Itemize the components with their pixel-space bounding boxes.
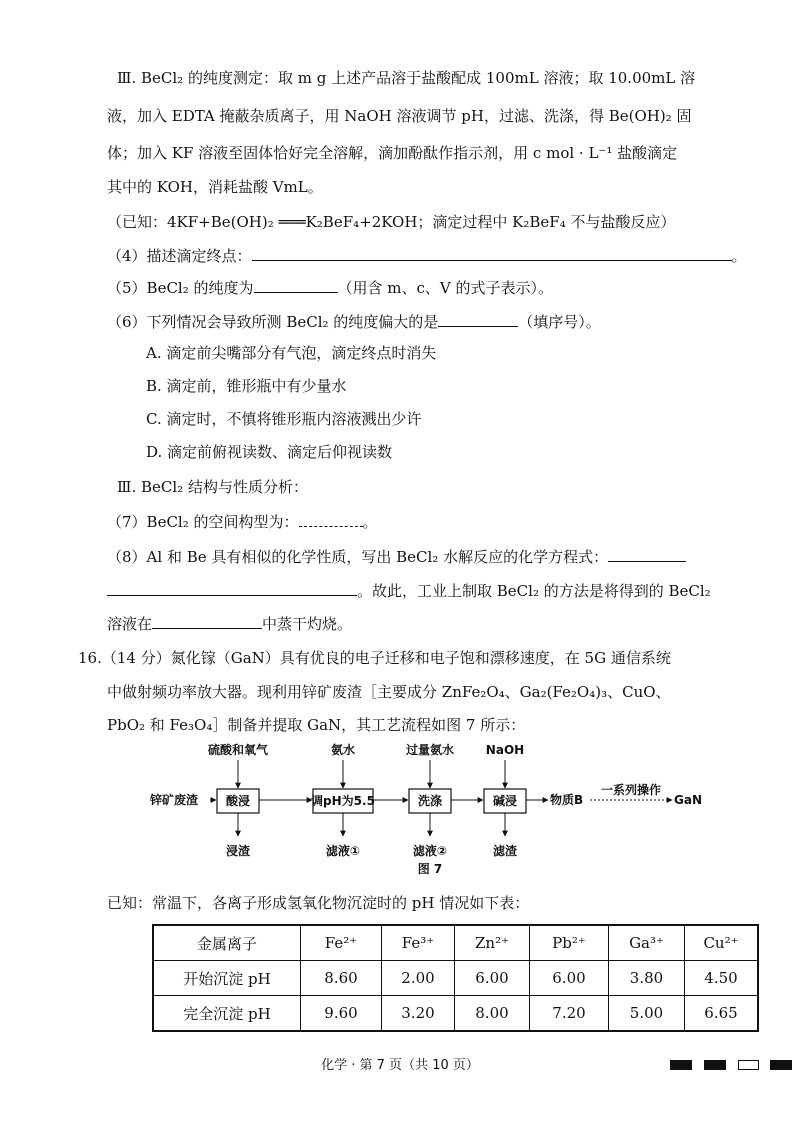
answer-blank-8c[interactable] — [152, 613, 262, 629]
answer-blank-8b[interactable] — [107, 580, 357, 596]
question-5 — [107, 277, 553, 298]
question-7 — [107, 511, 378, 532]
table-header-cell: 金属离子 — [153, 925, 301, 961]
table-cell: 9.60 — [301, 996, 382, 1032]
table-cell: 6.00 — [455, 961, 530, 996]
final-gan: GaN — [674, 793, 702, 807]
table-cell: 8.60 — [301, 961, 382, 996]
problem-16-intro-2: 中做射频功率放大器。现利用锌矿废渣［主要成分 ZnFe₂O₄、Ga₂(Fe₂O₄)₃、CuO、 — [107, 683, 671, 701]
reagent-naoh: NaOH — [485, 743, 525, 757]
footer-marker-block — [704, 1060, 726, 1070]
known-equation: （已知：4KF+Be(OH)₂ ═══K₂BeF₄+2KOH；滴定过程中 K₂BeF₄ 不与盐酸反应） — [107, 213, 676, 231]
question-5-hint: （用含 m、c、V 的式子表示）。 — [337, 279, 553, 297]
table-header-cell: Zn²⁺ — [455, 925, 530, 961]
box-acid-leach-label: 酸浸 — [225, 794, 251, 808]
process-flowchart — [150, 740, 710, 890]
box-wash-label: 洗涤 — [417, 794, 443, 808]
box-adjust-ph-label: 调pH为5.5 — [311, 794, 375, 808]
table-cell: 3.80 — [609, 961, 685, 996]
table-cell: 5.00 — [609, 996, 685, 1032]
output-filter-residue: 滤渣 — [492, 844, 518, 858]
question-6-label: （6）下列情况会导致所测 BeCl₂ 的纯度偏大的是 — [107, 313, 439, 331]
table-header-cell: Fe²⁺ — [301, 925, 382, 961]
section-structure-heading: Ⅲ. BeCl₂ 结构与性质分析： — [117, 478, 308, 496]
known-table-intro: 已知：常温下，各离子形成氢氧化物沉淀时的 pH 情况如下表： — [107, 894, 530, 912]
answer-blank-4[interactable] — [252, 245, 732, 261]
table-header-row — [153, 925, 758, 961]
option-a: A. 滴定前尖嘴部分有气泡，滴定终点时消失 — [146, 344, 437, 362]
input-zinc-waste: 锌矿废渣 — [150, 793, 199, 807]
question-7-end: 。 — [362, 513, 378, 531]
text-line-purity-3: 体；加入 KF 溶液至固体恰好完全溶解，滴加酚酞作指示剂，用 c mol · L⁻¹ 盐酸滴定 — [107, 144, 678, 162]
text-line-purity-4: 其中的 KOH，消耗盐酸 VmL。 — [107, 178, 323, 196]
question-8-conclusion: 。故此，工业上制取 BeCl₂ 的方法是将得到的 BeCl₂ — [357, 582, 711, 600]
question-8-tail-label: 溶液在 — [107, 615, 153, 633]
box-alkali-leach-label: 碱浸 — [492, 794, 518, 808]
table-cell: 完全沉淀 pH — [153, 996, 301, 1032]
table-row — [153, 961, 758, 996]
table-row — [153, 996, 758, 1032]
table-cell: 6.65 — [685, 996, 759, 1032]
table-header-cell: Ga³⁺ — [609, 925, 685, 961]
reagent-excess-ammonia: 过量氨水 — [405, 743, 455, 757]
table-header-cell: Cu²⁺ — [685, 925, 759, 961]
precipitation-ph-table — [152, 924, 759, 1032]
series-of-operations: 一系列操作 — [600, 783, 662, 797]
table-cell: 2.00 — [382, 961, 455, 996]
option-c: C. 滴定时，不慎将锥形瓶内溶液溅出少许 — [146, 410, 422, 428]
footer-marker-block — [770, 1060, 792, 1070]
output-filtrate-1: 滤液① — [325, 844, 361, 858]
table-cell: 8.00 — [455, 996, 530, 1032]
question-4-label: （4）描述滴定终点： — [107, 247, 252, 265]
footer-marker-hollow — [738, 1060, 759, 1070]
output-filtrate-2: 滤液② — [412, 844, 448, 858]
answer-blank-7[interactable] — [299, 511, 363, 527]
answer-blank-8a[interactable] — [608, 546, 686, 562]
footer-marker-block — [670, 1060, 692, 1070]
figure-caption: 图 7 — [417, 862, 443, 876]
product-b: 物质B — [550, 793, 584, 807]
text-line-purity-2: 液，加入 EDTA 掩蔽杂质离子，用 NaOH 溶液调节 pH，过滤、洗涤，得 Be(OH)₂ 固 — [107, 107, 692, 125]
table-header-cell: Pb²⁺ — [530, 925, 609, 961]
table-header-cell: Fe³⁺ — [382, 925, 455, 961]
question-8-tail — [107, 613, 352, 634]
question-6 — [107, 311, 601, 332]
question-4 — [107, 245, 747, 266]
table-cell: 7.20 — [530, 996, 609, 1032]
problem-16-intro-3: PbO₂ 和 Fe₃O₄］制备并提取 GaN，其工艺流程如图 7 所示： — [107, 716, 526, 734]
table-cell: 3.20 — [382, 996, 455, 1032]
option-b: B. 滴定前，锥形瓶中有少量水 — [146, 377, 347, 395]
reagent-ammonia: 氨水 — [330, 743, 356, 757]
question-8-tail-end: 中蒸干灼烧。 — [262, 615, 353, 633]
question-6-hint: （填序号）。 — [518, 313, 601, 331]
table-cell: 6.00 — [530, 961, 609, 996]
question-5-label: （5）BeCl₂ 的纯度为 — [107, 279, 254, 297]
reagent-sulfuric-oxygen: 硫酸和氧气 — [207, 743, 269, 757]
option-d: D. 滴定前俯视读数、滴定后仰视读数 — [146, 443, 393, 461]
answer-blank-5[interactable] — [254, 277, 338, 293]
question-7-label: （7）BeCl₂ 的空间构型为： — [107, 513, 299, 531]
question-8-label: （8）Al 和 Be 具有相似的化学性质，写出 BeCl₂ 水解反应的化学方程式： — [107, 548, 609, 566]
text-line-purity-1: Ⅲ. BeCl₂ 的纯度测定：取 m g 上述产品溶于盐酸配成 100mL 溶液；取 10.00mL 溶 — [117, 69, 696, 87]
question-8-cont — [107, 580, 711, 601]
question-8 — [107, 546, 686, 567]
problem-16-intro-1: 16.（14 分）氮化镓（GaN）具有优良的电子迁移和电子饱和漂移速度，在 5G 通信系统 — [78, 649, 671, 667]
answer-blank-6[interactable] — [438, 311, 518, 327]
table-cell: 4.50 — [685, 961, 759, 996]
output-leach-residue: 浸渣 — [225, 844, 251, 858]
question-4-end: 。 — [731, 247, 747, 265]
table-cell: 开始沉淀 pH — [153, 961, 301, 996]
page-footer: 化学 · 第 7 页（共 10 页） — [321, 1058, 479, 1073]
